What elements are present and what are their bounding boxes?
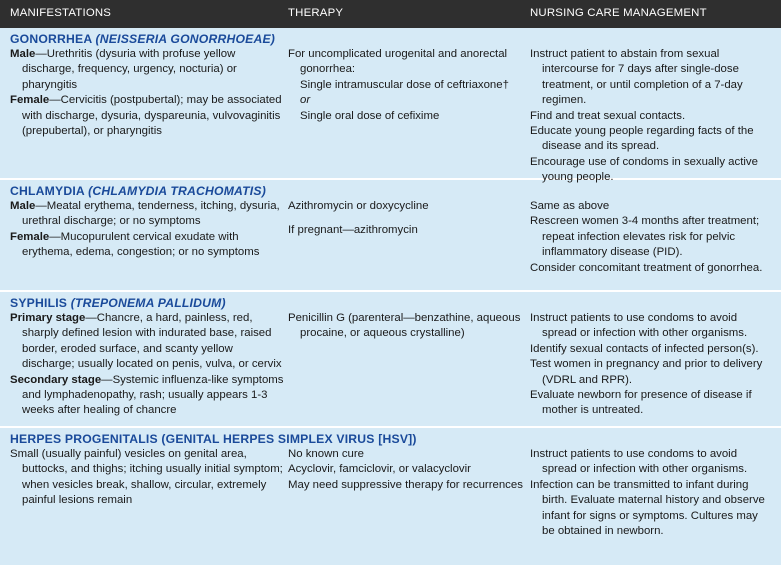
therapy-item: Single intramuscular dose of ceftriaxone† [300,78,509,91]
section-title: HERPES PROGENITALIS (GENITAL HERPES SIMPLEX VIRUS [HSV]) [10,432,417,446]
care-item: Infection can be transmitted to infant during birth. Evaluate maternal history and observe infant for signs or symptoms. Cultures may be obtained in newborn. [530,478,765,538]
section-herpes [0,428,781,558]
section-title: CHLAMYDIA (CHLAMYDIA TRACHOMATIS) [10,184,266,198]
therapy-cell [288,447,530,539]
therapy-item: Acyclovir, famciclovir, or valacyclovir [288,463,471,476]
manifestations-cell [10,311,288,419]
male-entry: Male—Urethritis (dysuria with profuse yellow discharge, frequency, urgency, nocturia) or pharyngitis [10,48,237,91]
care-item: Instruct patients to use condoms to avoid spread or infection with other organisms. [530,312,748,340]
manifestations-cell [10,47,288,186]
section-chlamydia [0,180,781,290]
header-nursing: NURSING CARE MANAGEMENT [530,7,707,20]
therapy-item: No known cure [288,448,364,460]
nursing-cell [530,47,771,186]
section-title: GONORRHEA (NEISSERIA GONORRHOEAE) [10,32,276,46]
therapy-item: If pregnant—azithromycin [288,224,418,237]
care-item: Test women in pregnancy and prior to delivery (VDRL and RPR). [530,358,763,386]
care-item: Find and treat sexual contacts. [530,109,686,122]
nursing-cell [530,199,771,276]
table-header [0,0,781,28]
therapy-item: For uncomplicated urogenital and anorectal gonorrhea: [288,48,508,76]
female-entry: Female—Cervicitis (postpubertal); may be associated with discharge, dysuria, dyspareunia, vulvovaginitis (prepubertal), or pharyngitis [10,94,282,138]
care-item: Consider concomitant treatment of gonorrhea. [530,261,763,274]
therapy-item: Penicillin G (parenteral—benzathine, aqueous procaine, or aqueous crystalline) [288,312,521,340]
section-title: SYPHILIS (TREPONEMA PALLIDUM) [10,296,226,310]
care-item: Instruct patients to use condoms to avoid spread or infection with other organisms. [530,448,748,476]
header-manifestations: MANIFESTATIONS [10,7,112,20]
male-entry: Male—Meatal erythema, tenderness, itching, dysuria, urethral discharge; or no symptoms [10,200,280,228]
section-syphilis [0,292,781,426]
therapy-cell [288,47,530,186]
nursing-cell [530,311,771,419]
therapy-or: or [300,94,311,107]
therapy-cell [288,199,530,276]
care-item: Same as above [530,200,610,212]
care-item: Identify sexual contacts of infected person(s). [530,342,759,355]
secondary-entry: Secondary stage—Systemic influenza-like symptoms and lymphadenopathy, rash; usually appears 1-3 weeks after healing of chancre [10,373,284,417]
primary-entry: Primary stage—Chancre, a hard, painless, red, sharply defined lesion with indurated base, raised border, eroded surface, and scanty yellow discharge; usually located on penis, vulva, or cervix [10,312,282,371]
care-item: Rescreen women 3-4 months after treatment; repeat infection elevates risk for pelvic inflammatory disease (PID). [530,215,760,259]
care-item: Instruct patient to abstain from sexual intercourse for 7 days after single-dose treatment, or until completion of a 7-day regimen. [530,48,743,107]
nursing-cell [530,447,771,539]
care-item: Educate young people regarding facts of the disease and its spread. [530,125,754,153]
care-item: Encourage use of condoms in sexually active young people. [530,155,758,184]
therapy-cell [288,311,530,419]
care-item: Evaluate newborn for presence of disease if mother is untreated. [530,389,752,417]
manifestations-cell [10,199,288,276]
header-therapy: THERAPY [288,7,344,20]
manifest-entry: Small (usually painful) vesicles on genital area, buttocks, and thighs; itching usually initial symptom; when vesicles break, shallow, circular, extremely painful lesions remain [10,448,283,507]
therapy-item: Azithromycin or doxycycline [288,200,429,212]
section-gonorrhea [0,28,781,184]
female-entry: Female—Mucopurulent cervical exudate with erythema, edema, congestion; or no symptoms [10,230,260,259]
manifestations-cell [10,447,288,539]
therapy-item: Single oral dose of cefixime [300,109,440,122]
therapy-item: May need suppressive therapy for recurrences [288,478,523,491]
